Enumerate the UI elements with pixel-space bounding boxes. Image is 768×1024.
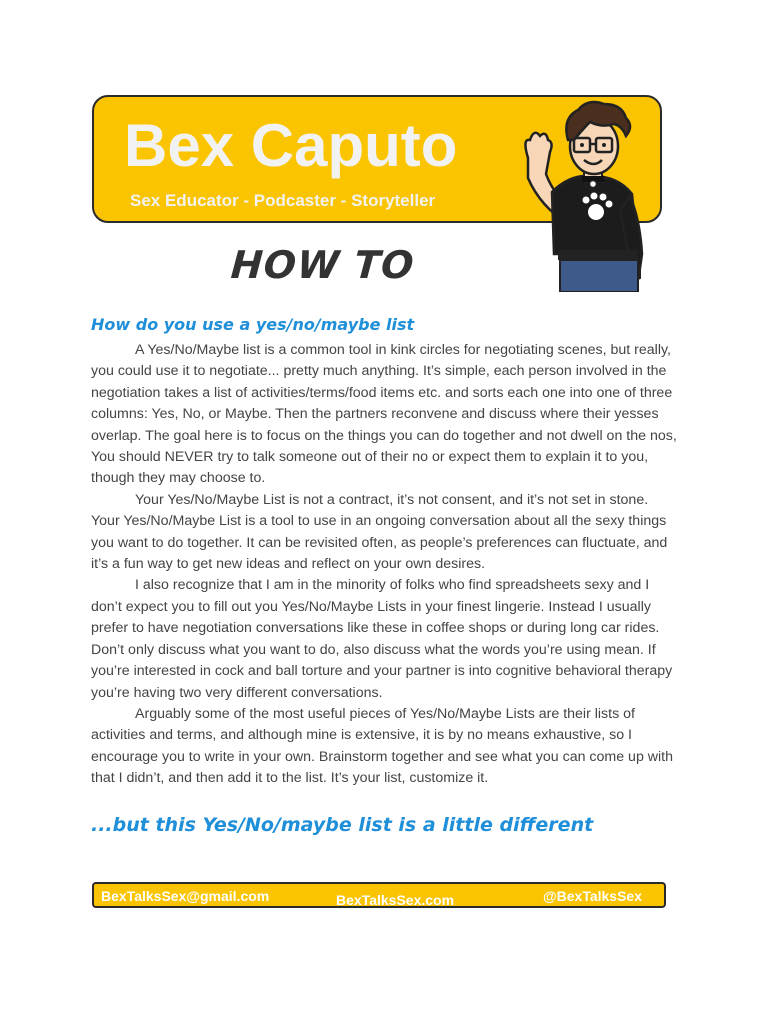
paragraph: Your Yes/No/Maybe List is not a contract, it’s not consent, and it’s not set in stone. Your Yes/No/Maybe List is a tool to use in an ongoing conversation about all the sexy things you want to do together. It can be revisited often, as people’s preferences can fluctuate, and it’s a fun way to get new ideas and reflect on your own desires. xyxy=(91,491,668,573)
paragraph: Arguably some of the most useful pieces of Yes/No/Maybe Lists are their lists of activities and terms, and although mine is extensive, it is by no means exhaustive, so I encourage you to write in your own. Brainstorm together and see what you can come up with that I didn’t, and then add it to the list. It’s your list, customize it. xyxy=(91,705,674,787)
cartoon-avatar-icon xyxy=(516,100,656,292)
website-link[interactable]: BexTalksSex.com xyxy=(336,892,455,908)
paragraph: I also recognize that I am in the minority of folks who find spreadsheets sexy and I don’t expect you to fill out you Yes/No/Maybe Lists in your finest lingerie. Instead I usually prefer to have negotiation conversations like these in coffee shops or during long car rides. Don’t only discuss what you want to do, also discuss what the words you’re using mean. If you’re interested in cock and ball torture and your partner is into cognitive behavioral therapy you’re having two very different conversations. xyxy=(91,577,673,701)
section-heading: How do you use a yes/no/maybe list xyxy=(91,315,415,334)
closing-heading: ...but this Yes/No/maybe list is a little different xyxy=(91,814,594,836)
social-handle-link[interactable]: @BexTalksSex xyxy=(543,888,643,904)
body-text xyxy=(91,340,679,790)
page-title: HOW TO xyxy=(229,243,417,287)
author-tagline: Sex Educator - Podcaster - Storyteller xyxy=(130,191,436,210)
footer-contact-bar xyxy=(92,882,666,908)
paragraph: A Yes/No/Maybe list is a common tool in kink circles for negotiating scenes, but really, you could use it to negotiate... pretty much anything. It’s simple, each person involved in the negotiation takes a list of activities/terms/food items etc. and sorts each one into one of three columns: Yes, No, or Maybe. Then the partners reconvene and discuss where their yesses overlap. The goal here is to focus on the things you can do together and not dwell on the nos, You should NEVER try to talk someone out of their no or expect them to explain it to you, though they may choose to. xyxy=(91,342,677,487)
author-name: Bex Caputo xyxy=(124,112,458,179)
email-link[interactable]: BexTalksSex@gmail.com xyxy=(101,888,270,904)
